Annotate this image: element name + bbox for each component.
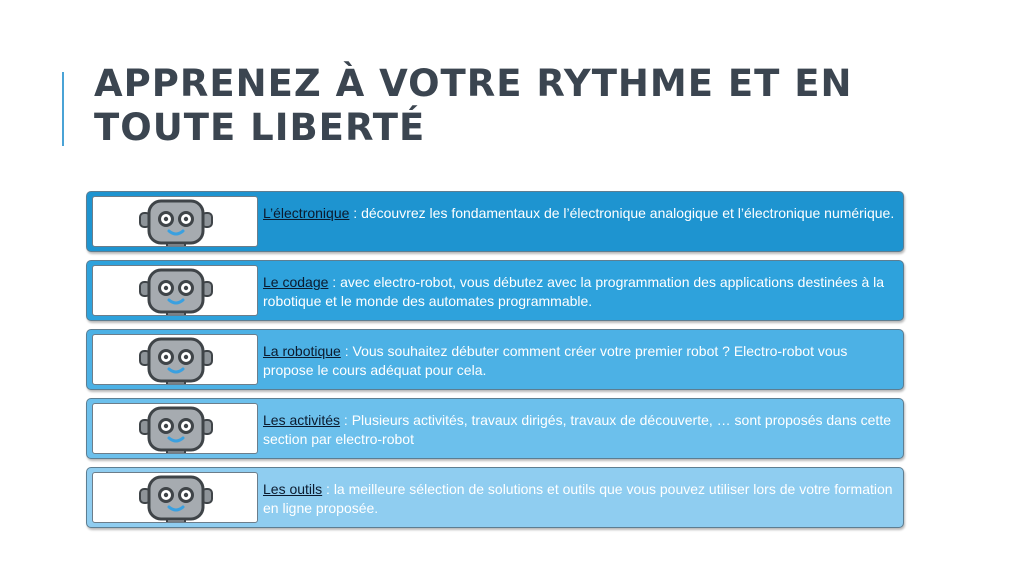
item-link[interactable]: La robotique [263, 343, 341, 359]
robot-thumbnail [92, 265, 258, 316]
robot-icon [137, 472, 215, 523]
item-link[interactable]: L’électronique [263, 205, 350, 221]
list-item [86, 329, 904, 390]
list-item [86, 260, 904, 321]
item-description: : la meilleure sélection de solutions et outils que vous pouvez utiliser lors de votre formation en ligne proposée. [263, 481, 893, 516]
robot-thumbnail [92, 472, 258, 523]
item-text [263, 480, 899, 518]
item-text [263, 411, 899, 449]
robot-icon [137, 265, 215, 316]
robot-thumbnail [92, 334, 258, 385]
item-text [263, 204, 899, 223]
robot-icon [137, 334, 215, 385]
list-item [86, 191, 904, 252]
title-accent-bar [62, 72, 64, 146]
item-description: : Plusieurs activités, travaux dirigés, travaux de découverte, … sont proposés dans cette section par electro-robot [263, 412, 891, 447]
robot-thumbnail [92, 196, 258, 247]
item-description: : découvrez les fondamentaux de l’électronique analogique et l’électronique numérique. [349, 205, 895, 221]
item-description: : avec electro-robot, vous débutez avec la programmation des applications destinées à la robotique et le monde des automates programmable. [263, 274, 885, 309]
item-text [263, 273, 899, 311]
robot-icon [137, 196, 215, 247]
item-text [263, 342, 899, 380]
course-list [86, 191, 904, 536]
robot-icon [137, 403, 215, 454]
item-link[interactable]: Le codage [263, 274, 329, 290]
list-item [86, 398, 904, 459]
item-description: : Vous souhaitez débuter comment créer votre premier robot ? Electro-robot vous propose le cours adéquat pour cela. [263, 343, 848, 378]
item-link[interactable]: Les outils [263, 481, 323, 497]
robot-thumbnail [92, 403, 258, 454]
list-item [86, 467, 904, 528]
item-link[interactable]: Les activités [263, 412, 341, 428]
slide-title: APPRENEZ À VOTRE RYTHME ET EN TOUTE LIBERTÉ [94, 62, 853, 149]
